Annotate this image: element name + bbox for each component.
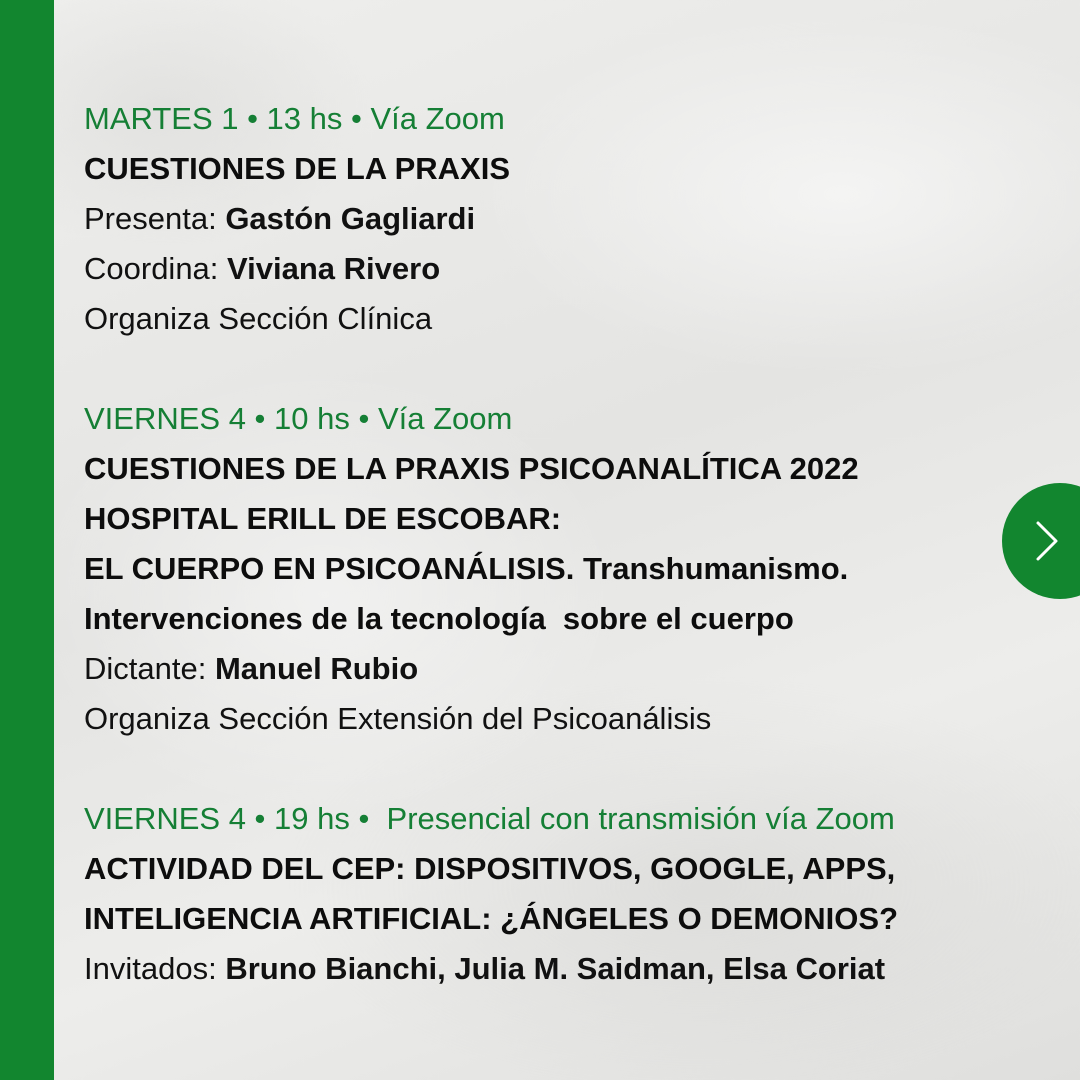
speaker-line: [84, 644, 1064, 694]
event-title: CUESTIONES DE LA PRAXIS: [84, 151, 511, 186]
guests-label: Invitados:: [84, 951, 226, 986]
event-title-line-2: INTELIGENCIA ARTIFICIAL: ¿ÁNGELES O DEMONIOS?: [84, 901, 899, 936]
chevron-right-icon: [1034, 519, 1060, 563]
event-1: [84, 94, 1064, 344]
coordinator-line: [84, 244, 1064, 294]
event-title-line-3: EL CUERPO EN PSICOANÁLISIS. Transhumanismo.: [84, 551, 849, 586]
event-meta: VIERNES 4 • 19 hs • Presencial con transmisión vía Zoom: [84, 801, 895, 836]
event-meta: MARTES 1 • 13 hs • Vía Zoom: [84, 101, 505, 136]
events-list: [84, 94, 1064, 1044]
event-title-line-1: ACTIVIDAD DEL CEP: DISPOSITIVOS, GOOGLE, APPS,: [84, 851, 896, 886]
event-meta: VIERNES 4 • 10 hs • Vía Zoom: [84, 401, 513, 436]
event-title-line-4: Intervenciones de la tecnología sobre el cuerpo: [84, 601, 794, 636]
guests-line: [84, 944, 1064, 994]
event-2: [84, 394, 1064, 744]
presenter-label: Presenta:: [84, 201, 226, 236]
coordinator-name: Viviana Rivero: [227, 251, 441, 286]
guests-names: Bruno Bianchi, Julia M. Saidman, Elsa Coriat: [225, 951, 886, 986]
organizer-line: Organiza Sección Clínica: [84, 301, 433, 336]
presenter-name: Gastón Gagliardi: [225, 201, 476, 236]
event-title-line-1: CUESTIONES DE LA PRAXIS PSICOANALÍTICA 2022: [84, 451, 859, 486]
event-3: [84, 794, 1064, 994]
speaker-name: Manuel Rubio: [214, 651, 419, 686]
organizer-line: Organiza Sección Extensión del Psicoanálisis: [84, 701, 712, 736]
coordinator-label: Coordina:: [84, 251, 228, 286]
presenter-line: [84, 194, 1064, 244]
event-title-line-2: HOSPITAL ERILL DE ESCOBAR:: [84, 501, 562, 536]
left-accent-bar: [0, 0, 54, 1080]
speaker-label: Dictante:: [84, 651, 215, 686]
